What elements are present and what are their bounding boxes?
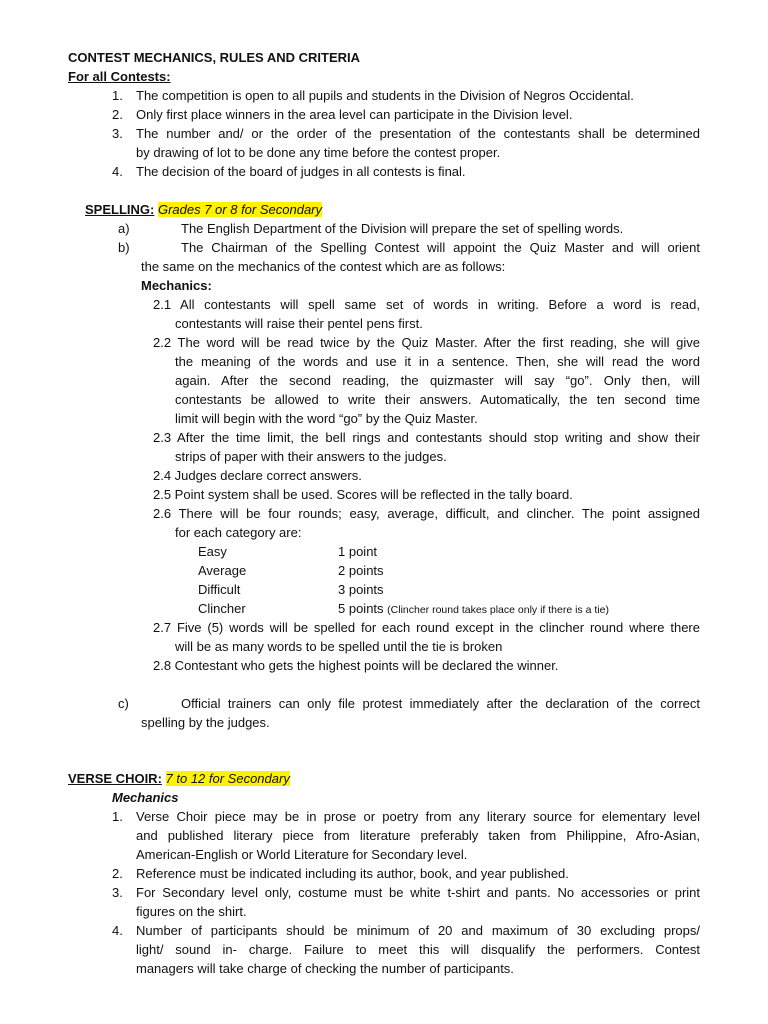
- item-label-a: a): [118, 221, 130, 236]
- verse-item: Number of participants should be minimum of 20 and maximum of 30 excluding props/: [136, 923, 700, 938]
- verse-item-cont: and published literary piece from literature preferably taken from Philippine, Afro-Asian,: [136, 828, 700, 843]
- list-item-num: 1.: [112, 88, 123, 103]
- points-value: 2 points: [338, 563, 384, 578]
- rule-2-1: 2.1 All contestants will spell same set of words in writing. Before a word is read,: [153, 297, 700, 312]
- rule-2-2: 2.2 The word will be read twice by the Quiz Master. After the first reading, she will give: [153, 335, 700, 350]
- list-item-num: 2.: [112, 107, 123, 122]
- list-item-num: 2.: [112, 866, 123, 881]
- rule-2-6-cont: for each category are:: [175, 525, 302, 540]
- rule-2-2-cont: limit will begin with the word “go” by the Quiz Master.: [175, 411, 478, 426]
- points-value: 1 point: [338, 544, 378, 559]
- verse-item: Reference must be indicated including its author, book, and year published.: [136, 866, 569, 881]
- item-b-line: the same on the mechanics of the contest which are as follows:: [141, 259, 506, 274]
- points-value: 5 points: [338, 601, 384, 616]
- list-item: Only first place winners in the area level can participate in the Division level.: [136, 107, 573, 122]
- rule-2-2-cont: the meaning of the words and use it in a sentence. Then, she will read the word: [175, 354, 700, 369]
- rule-2-1-cont: contestants will raise their pentel pens first.: [175, 316, 423, 331]
- rule-2-8: 2.8 Contestant who gets the highest points will be declared the winner.: [153, 658, 559, 673]
- verse-mechanics-label: Mechanics: [112, 790, 179, 805]
- verse-item: For Secondary level only, costume must be white t-shirt and pants. No accessories or print: [136, 885, 700, 900]
- rule-2-3-cont: strips of paper with their answers to the judges.: [175, 449, 447, 464]
- list-item-num: 4.: [112, 923, 123, 938]
- for-all-heading: For all Contests:: [68, 69, 171, 84]
- verse-item-cont: American-English or World Literature for Secondary level.: [136, 847, 468, 862]
- spelling-label: SPELLING:: [85, 202, 155, 217]
- verse-item: Verse Choir piece may be in prose or poetry from any literary source for elementary level: [136, 809, 700, 824]
- verse-choir-grade-highlight: 7 to 12 for Secondary: [165, 771, 290, 786]
- points-row-clincher: [338, 599, 609, 620]
- rule-2-7-cont: will be as many words to be spelled until the tie is broken: [175, 639, 503, 654]
- list-item: The number and/ or the order of the presentation of the contestants shall be determined: [136, 126, 700, 141]
- points-category: Difficult: [198, 582, 241, 597]
- list-item-num: 3.: [112, 885, 123, 900]
- list-item-num: 4.: [112, 164, 123, 179]
- list-item: The decision of the board of judges in all contests is final.: [136, 164, 466, 179]
- points-category: Average: [198, 563, 247, 578]
- item-label-c: c): [118, 696, 129, 711]
- clincher-note: (Clincher round takes place only if there is a tie): [387, 604, 609, 616]
- rule-2-4: 2.4 Judges declare correct answers.: [153, 468, 362, 483]
- list-item: The competition is open to all pupils and students in the Division of Negros Occidental.: [136, 88, 634, 103]
- rule-2-7: 2.7 Five (5) words will be spelled for each round except in the clincher round where there: [153, 620, 700, 635]
- list-item-num: 1.: [112, 809, 123, 824]
- rule-2-5: 2.5 Point system shall be used. Scores will be reflected in the tally board.: [153, 487, 573, 502]
- verse-choir-label: VERSE CHOIR:: [68, 771, 162, 786]
- document-title: CONTEST MECHANICS, RULES AND CRITERIA: [68, 50, 361, 65]
- points-value: 3 points: [338, 582, 384, 597]
- verse-item-cont: managers will take charge of checking the number of participants.: [136, 961, 514, 976]
- spelling-heading: [85, 200, 322, 219]
- item-c-line: spelling by the judges.: [141, 715, 270, 730]
- list-item-cont: by drawing of lot to be done any time before the contest proper.: [136, 145, 501, 160]
- mechanics-label: Mechanics:: [141, 278, 212, 293]
- verse-choir-heading: [68, 769, 290, 788]
- item-a-text: The English Department of the Division will prepare the set of spelling words.: [181, 221, 624, 236]
- rule-2-6: 2.6 There will be four rounds; easy, average, difficult, and clincher. The point assigned: [153, 506, 700, 521]
- points-category: Easy: [198, 544, 227, 559]
- item-label-b: b): [118, 240, 130, 255]
- item-c-line: Official trainers can only file protest immediately after the declaration of the correct: [181, 696, 700, 711]
- rule-2-3: 2.3 After the time limit, the bell rings and contestants should stop writing and show their: [153, 430, 700, 445]
- verse-item-cont: light/ sound in- charge. Failure to meet this will disqualify the performers. Contest: [136, 942, 700, 957]
- points-category: Clincher: [198, 601, 246, 616]
- list-item-num: 3.: [112, 126, 123, 141]
- item-b-line: The Chairman of the Spelling Contest will appoint the Quiz Master and will orient: [181, 240, 700, 255]
- rule-2-2-cont: contestants be allowed to write their answers. Automatically, the ten second time: [175, 392, 700, 407]
- rule-2-2-cont: again. After the second reading, the quizmaster will say “go”. Only then, will: [175, 373, 700, 388]
- spelling-grade-highlight: Grades 7 or 8 for Secondary: [157, 202, 322, 217]
- verse-item-cont: figures on the shirt.: [136, 904, 247, 919]
